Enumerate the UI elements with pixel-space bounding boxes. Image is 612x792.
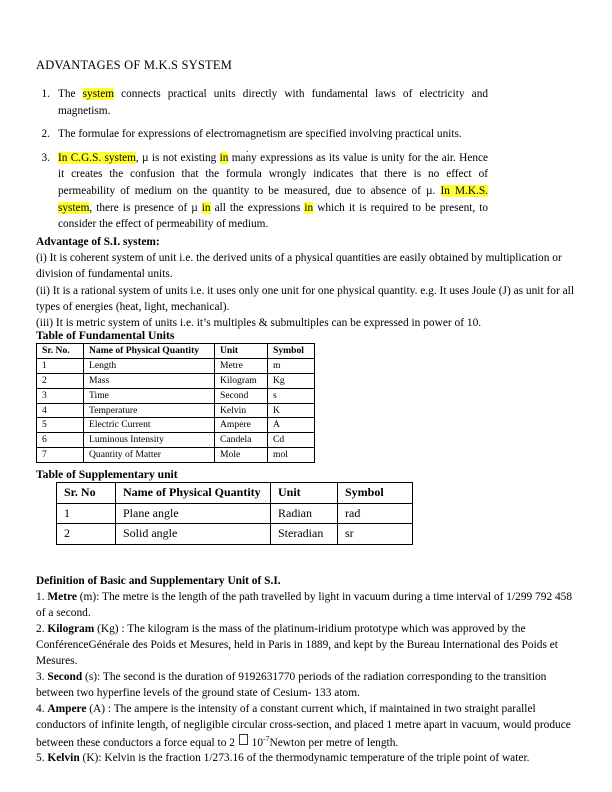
- list-item-text: [58, 126, 488, 143]
- table-header-row: [57, 483, 413, 504]
- definition-term: Kelvin: [47, 752, 80, 765]
- table-cell-1: Length: [84, 358, 215, 373]
- fundamental-units-caption: Table of Fundamental Units: [36, 329, 175, 342]
- column-header-sr-no: Sr. No.: [37, 344, 84, 359]
- definition-text: (s): The second is the duration of 9192631770 periods of the radiation corresponding to the transition between two hyperfine levels of the ground state of Cesium- 133 atom.: [36, 670, 547, 699]
- definition-term: Metre: [47, 590, 77, 603]
- definitions-section: [36, 574, 582, 767]
- table-row: [37, 448, 315, 463]
- list-item-marker: 1.: [41, 88, 50, 100]
- table-cell-3: K: [268, 403, 315, 418]
- highlighted-text: In C.G.S.: [58, 151, 105, 164]
- highlighted-text: system: [58, 201, 90, 214]
- plain-text: all the expressions: [210, 201, 305, 214]
- highlighted-text: In M.K.S.: [440, 184, 488, 197]
- table-row: [37, 388, 315, 403]
- table-cell-1: Quantity of Matter: [84, 448, 215, 463]
- definitions-heading: Definition of Basic and Supplementary Unit of S.I.: [36, 575, 281, 587]
- table-cell-3: rad: [338, 503, 413, 524]
- highlighted-text: system: [104, 151, 136, 164]
- definition-number: 5.: [36, 752, 48, 765]
- column-header-quantity: Name of Physical Quantity: [84, 344, 215, 359]
- definition-term: Kilogram: [47, 622, 95, 635]
- table-cell-1: Electric Current: [84, 418, 215, 433]
- table-cell-3: Cd: [268, 433, 315, 448]
- list-item-text: [58, 86, 488, 119]
- list-item-marker: 2.: [41, 128, 50, 141]
- plain-text: many expressions as its value is unity for the air. Hence it creates the confusion that the formula wrongly indicates that there is no effect of permeability of medium on the quantity to be measured, due to absence of µ.: [58, 151, 489, 197]
- column-header-symbol: Symbol: [268, 344, 315, 359]
- plain-text: , µ is not existing: [135, 151, 220, 164]
- table-cell-2: Mole: [215, 448, 268, 463]
- definition-item: [36, 590, 582, 622]
- table-row: [37, 358, 315, 373]
- table-header-row: [37, 344, 315, 359]
- definition-item: [36, 622, 582, 670]
- fundamental-units-table: [36, 343, 315, 463]
- table-cell-2: Steradian: [271, 524, 338, 545]
- highlighted-text: in: [304, 201, 314, 214]
- table-cell-0: 4: [37, 403, 84, 418]
- missing-glyph-icon: [239, 734, 248, 745]
- plain-text: The: [58, 88, 83, 100]
- definition-item: [36, 751, 582, 767]
- table-cell-0: 6: [37, 433, 84, 448]
- advantage-si-point-1: (i) It is coherent system of unit i.e. the derived units of a physical quantities are easily obtained by multiplication or division of fundamental units.: [36, 252, 562, 281]
- table-cell-1: Mass: [84, 373, 215, 388]
- table-cell-1: Luminous Intensity: [84, 433, 215, 448]
- advantages-mks-list: [36, 86, 488, 240]
- table-cell-1: Plane angle: [116, 503, 271, 524]
- formula-exponent: -7: [263, 733, 270, 743]
- table-cell-0: 1: [37, 358, 84, 373]
- table-cell-0: 5: [37, 418, 84, 433]
- highlighted-text: in: [201, 201, 211, 214]
- definitions-list: [36, 590, 582, 767]
- supplementary-units-caption: Table of Supplementary unit: [36, 468, 178, 481]
- supplementary-units-table: [56, 482, 413, 545]
- list-item: [36, 150, 488, 233]
- table-cell-3: s: [268, 388, 315, 403]
- page-title: ADVANTAGES OF M.K.S SYSTEM: [36, 58, 233, 72]
- definition-text-before-formula: (A) : The ampere is the intensity of a constant current which, if maintained in two straight parallel conductors of infinite length, of negligible circular cross-section, and placed 1 metre apart in vacuum, would produce between these conductors a force equal to 2: [36, 702, 571, 749]
- table-row: [37, 373, 315, 388]
- definition-term: Ampere: [47, 702, 87, 715]
- list-item-text: [58, 150, 488, 233]
- table-row: [57, 503, 413, 524]
- table-cell-2: Candela: [215, 433, 268, 448]
- advantage-si-point-3: (iii) It is metric system of units i.e. it’s multiples & submultiples can be expressed in power of 10.: [36, 316, 482, 329]
- table-cell-1: Temperature: [84, 403, 215, 418]
- list-item-marker: 3.: [41, 151, 50, 164]
- table-cell-2: Radian: [271, 503, 338, 524]
- formula-base: 10: [248, 736, 264, 749]
- table-cell-2: Second: [215, 388, 268, 403]
- column-header-unit: Unit: [215, 344, 268, 359]
- advantage-si-section: [36, 234, 582, 331]
- table-row: [37, 433, 315, 448]
- table-cell-0: 7: [37, 448, 84, 463]
- definition-text: (K): Kelvin is the fraction 1/273.16 of the thermodynamic temperature of the triple point of water.: [79, 752, 530, 765]
- table-cell-0: 3: [37, 388, 84, 403]
- table-cell-0: 1: [57, 503, 116, 524]
- table-cell-3: A: [268, 418, 315, 433]
- advantage-si-point-2: (ii) It is a rational system of units i.e. it uses only one unit for one physical quantity. e.g. It uses Joule (J) as unit for all types of energies (heat, light, mechanical).: [36, 284, 575, 313]
- table-cell-0: 2: [37, 373, 84, 388]
- table-cell-2: Kelvin: [215, 403, 268, 418]
- definition-text-after-formula: Newton per metre of length.: [269, 736, 399, 749]
- column-header-sr-no: Sr. No: [57, 483, 116, 504]
- table-cell-2: Ampere: [215, 418, 268, 433]
- definition-number: 2.: [36, 622, 48, 635]
- table-row: [37, 403, 315, 418]
- plain-text: The formulae for expressions of electromagnetism are specified involving practical units.: [58, 128, 462, 141]
- table-cell-1: Solid angle: [116, 524, 271, 545]
- list-item: [36, 126, 488, 143]
- table-cell-3: m: [268, 358, 315, 373]
- table-cell-1: Time: [84, 388, 215, 403]
- definition-text: (Kg) : The kilogram is the mass of the platinum-iridium prototype which was approved by the ConférenceGénérale des Poids et Mesures, held in Paris in 1889, and kept by the Bureau International des Poids et Mesures.: [36, 622, 558, 667]
- highlighted-text: in: [219, 151, 229, 164]
- column-header-quantity: Name of Physical Quantity: [116, 483, 271, 504]
- table-cell-0: 2: [57, 524, 116, 545]
- definition-term: Second: [47, 670, 83, 683]
- table-cell-3: Kg: [268, 373, 315, 388]
- definition-item: [36, 670, 582, 702]
- table-cell-3: mol: [268, 448, 315, 463]
- plain-text: , there is presence of µ: [89, 201, 202, 214]
- column-header-unit: Unit: [271, 483, 338, 504]
- column-header-symbol: Symbol: [338, 483, 413, 504]
- highlighted-text: system: [82, 88, 115, 100]
- definition-number: 3.: [36, 670, 48, 683]
- table-row: [37, 418, 315, 433]
- list-item: [36, 86, 488, 119]
- advantage-si-heading: Advantage of S.I. system:: [36, 236, 160, 248]
- definition-text: (m): The metre is the length of the path travelled by light in vacuum during a time interval of 1/299 792 458 of a second.: [36, 590, 573, 619]
- definition-number: 1.: [36, 590, 48, 603]
- table-row: [57, 524, 413, 545]
- table-cell-3: sr: [338, 524, 413, 545]
- plain-text: connects practical units directly with fundamental laws of electricity and magnetism.: [58, 88, 488, 117]
- definition-number: 4.: [36, 702, 48, 715]
- table-cell-2: Kilogram: [215, 373, 268, 388]
- plain-text: which it is required to be present, to consider the effect of permeability of medium.: [58, 201, 488, 231]
- stray-dot-mark: .: [246, 143, 249, 155]
- definition-item: [36, 702, 582, 752]
- table-cell-2: Metre: [215, 358, 268, 373]
